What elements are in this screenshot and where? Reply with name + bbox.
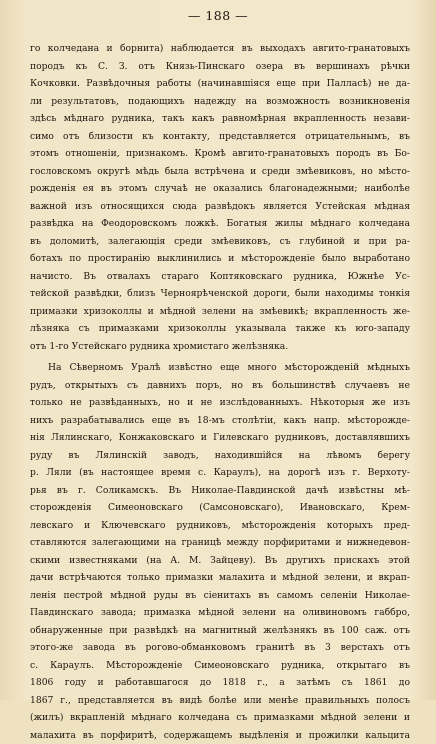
text-line: въ доломитѣ, залегающія среди змѣевиковъ, съ глубиной и при ра- (30, 233, 410, 251)
text-line: го колчедана и борнита) наблюдается въ выходахъ авгито-гранатовыхъ (30, 40, 410, 58)
text-line: руду въ Лялинскій заводъ, находившійся на лѣвомъ берегу (30, 447, 410, 465)
text-line: Павдинскаго завода; примазка мѣдной зелени на оливиновомъ габбро, (30, 604, 410, 622)
text-line: примазки хризоколлы и мѣдной зелени на змѣевикѣ; вкрапленность же- (30, 303, 410, 321)
text-line: породъ къ С. З. отъ Князь-Пинскаго озера въ вершинахъ рѣчки (30, 58, 410, 76)
text-line: отъ 1-го Устейскаго рудника хромистаго желѣзняка. (30, 338, 410, 356)
text-line: малахита въ порфиритѣ, содержащемъ выдѣленія и прожилки кальцита (30, 727, 410, 744)
text-line: только не развѣданныхъ, но и не изслѣдованныхъ. Нѣкоторыя же изъ (30, 394, 410, 412)
text-line: дачи встрѣчаются только примазки малахита и мѣдной зелени, и вкрап- (30, 569, 410, 587)
text-line: гословскомъ округѣ мѣдь была встрѣчена и среди змѣевиковъ, но мѣсто- (30, 163, 410, 181)
text-line: левскаго и Ключевскаго рудниковъ, мѣсторожденія которыхъ пред- (30, 517, 410, 535)
text-line: ленія пестрой мѣдной руды въ сіенитахъ въ самомъ селеніи Николае- (30, 587, 410, 605)
text-line: важной изъ относящихся сюда развѣдокъ является Устейская мѣдная (30, 198, 410, 216)
paragraph-1 (30, 40, 410, 355)
text-line: развѣдка на Феодоровскомъ ложкѣ. Богатыя жилы мѣднаго колчедана (30, 215, 410, 233)
text-line: сторожденія Симеоновскаго (Самсоновскаго), Ивановскаго, Крем- (30, 499, 410, 517)
text-line: На Сѣверномъ Уралѣ извѣстно еще много мѣсторожденій мѣдныхъ (30, 359, 410, 377)
page-number: — 188 — (0, 8, 436, 23)
text-line: этого-же завода въ рогово-обманковомъ гранитѣ въ 3 верстахъ отъ (30, 639, 410, 657)
text-line: (жилъ) вкрапленій мѣднаго колчедана съ примазками мѣдной зелени и (30, 709, 410, 727)
text-line: с. Караулъ. Мѣсторожденіе Симеоновскаго рудника, открытаго въ (30, 657, 410, 675)
text-line: здѣсь мѣднаго рудника, такъ какъ равномѣрная вкрапленность незави- (30, 110, 410, 128)
text-line: тейской развѣдки, близъ Черноярѣченской дороги, были находимы тонкія (30, 285, 410, 303)
paragraph-2 (30, 359, 410, 744)
text-line: ставляются залегающими на границѣ между порфиритами и нижнедевон- (30, 534, 410, 552)
text-line: нихъ разрабатывались еще въ 18-мъ столѣтіи, какъ напр. мѣсторожде- (30, 412, 410, 430)
text-line: р. Ляли (въ настоящее время с. Караулъ), на дорогѣ изъ г. Верхоту- (30, 464, 410, 482)
text-line: начисто. Въ отвалахъ стараго Коптяковскаго рудника, Южнѣе Ус- (30, 268, 410, 286)
body-text (30, 40, 410, 744)
text-line: 1867 г., представляется въ видѣ болѣе или менѣе правильныхъ полосъ (30, 692, 410, 710)
text-line: скими известняками (на А. М. Зайцеву). Въ другихъ прискахъ этой (30, 552, 410, 570)
text-line: рожденія ея въ этомъ случаѣ не оказались благонадежными; наиболѣе (30, 180, 410, 198)
text-line: ли результатовъ, подающихъ надежду на возможность возникновенія (30, 93, 410, 111)
text-line: рудъ, открытыхъ съ давнихъ поръ, но въ большинствѣ случаевъ не (30, 377, 410, 395)
text-line: лѣзняка съ примазками хризоколлы указывала также къ юго-западу (30, 320, 410, 338)
text-line: Кочковки. Развѣдочныя работы (начинавшіяся еще при Палласѣ) не да- (30, 75, 410, 93)
text-line: обнаруженные при развѣдкѣ на магнитный желѣзнякъ въ 100 саж. отъ (30, 622, 410, 640)
text-line: этомъ отношеніи, признакомъ. Кромѣ авгито-гранатовыхъ породъ въ Бо- (30, 145, 410, 163)
text-line: рья въ г. Соликамскъ. Въ Николае-Павдинской дачѣ извѣстны мѣ- (30, 482, 410, 500)
text-line: нія Лялинскаго, Конжаковскаго и Гилевскаго рудниковъ, доставлявшихъ (30, 429, 410, 447)
text-line: ботахъ по простиранію выклинились и мѣсторожденіе было выработано (30, 250, 410, 268)
text-line: симо отъ близости къ контакту, представляется отрицательнымъ, въ (30, 128, 410, 146)
text-line: 1806 году и работавшагося до 1818 г., а затѣмъ съ 1861 до (30, 674, 410, 692)
